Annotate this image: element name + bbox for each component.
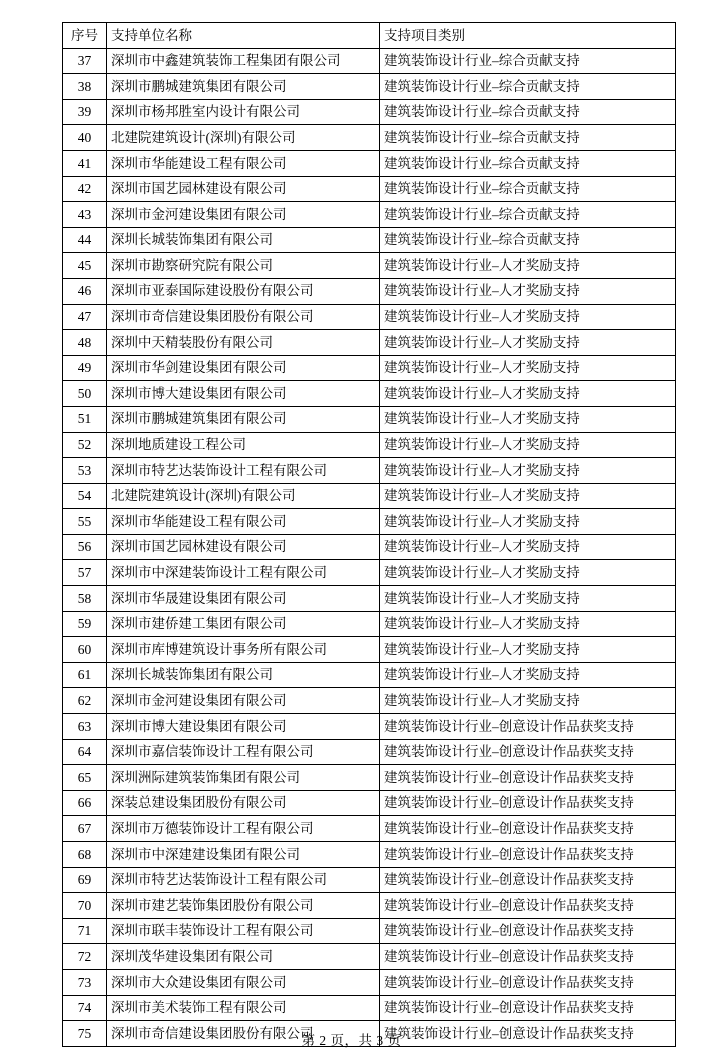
table-row [63, 995, 676, 1021]
cell-no: 74 [63, 995, 107, 1021]
cell-unit-name: 深圳市万德装饰设计工程有限公司 [107, 816, 380, 842]
cell-project-category: 建筑装饰设计行业–创意设计作品获奖支持 [380, 1021, 676, 1047]
cell-project-category: 建筑装饰设计行业–人才奖励支持 [380, 253, 676, 279]
cell-unit-name: 深圳市中鑫建筑装饰工程集团有限公司 [107, 48, 380, 74]
cell-unit-name: 北建院建筑设计(深圳)有限公司 [107, 125, 380, 151]
cell-project-category: 建筑装饰设计行业–创意设计作品获奖支持 [380, 867, 676, 893]
cell-unit-name: 深装总建设集团股份有限公司 [107, 790, 380, 816]
cell-unit-name: 深圳市联丰装饰设计工程有限公司 [107, 918, 380, 944]
cell-no: 53 [63, 458, 107, 484]
cell-project-category: 建筑装饰设计行业–创意设计作品获奖支持 [380, 969, 676, 995]
cell-no: 38 [63, 74, 107, 100]
table-row [63, 48, 676, 74]
cell-unit-name: 深圳市嘉信装饰设计工程有限公司 [107, 739, 380, 765]
table-row [63, 893, 676, 919]
cell-project-category: 建筑装饰设计行业–创意设计作品获奖支持 [380, 944, 676, 970]
table-row [63, 304, 676, 330]
cell-no: 63 [63, 714, 107, 740]
cell-project-category: 建筑装饰设计行业–人才奖励支持 [380, 381, 676, 407]
cell-unit-name: 深圳市博大建设集团有限公司 [107, 714, 380, 740]
support-units-table [62, 22, 676, 1047]
cell-unit-name: 深圳市特艺达装饰设计工程有限公司 [107, 458, 380, 484]
cell-unit-name: 深圳地质建设工程公司 [107, 432, 380, 458]
cell-no: 60 [63, 637, 107, 663]
cell-no: 59 [63, 611, 107, 637]
column-header-unit-name: 支持单位名称 [107, 23, 380, 49]
cell-unit-name: 深圳市美术装饰工程有限公司 [107, 995, 380, 1021]
cell-project-category: 建筑装饰设计行业–人才奖励支持 [380, 458, 676, 484]
table-row [63, 406, 676, 432]
cell-project-category: 建筑装饰设计行业–人才奖励支持 [380, 586, 676, 612]
cell-unit-name: 深圳市勘察研究院有限公司 [107, 253, 380, 279]
cell-no: 69 [63, 867, 107, 893]
cell-project-category: 建筑装饰设计行业–创意设计作品获奖支持 [380, 714, 676, 740]
cell-project-category: 建筑装饰设计行业–综合贡献支持 [380, 74, 676, 100]
cell-unit-name: 深圳市奇信建设集团股份有限公司 [107, 1021, 380, 1047]
cell-no: 48 [63, 330, 107, 356]
cell-project-category: 建筑装饰设计行业–创意设计作品获奖支持 [380, 739, 676, 765]
cell-unit-name: 深圳市大众建设集团有限公司 [107, 969, 380, 995]
table-row [63, 842, 676, 868]
cell-no: 73 [63, 969, 107, 995]
cell-project-category: 建筑装饰设计行业–创意设计作品获奖支持 [380, 893, 676, 919]
cell-no: 56 [63, 534, 107, 560]
cell-unit-name: 深圳洲际建筑装饰集团有限公司 [107, 765, 380, 791]
column-header-project-category: 支持项目类别 [380, 23, 676, 49]
cell-unit-name: 深圳市金河建设集团有限公司 [107, 688, 380, 714]
cell-no: 54 [63, 483, 107, 509]
cell-project-category: 建筑装饰设计行业–人才奖励支持 [380, 330, 676, 356]
cell-unit-name: 深圳市华晟建设集团有限公司 [107, 586, 380, 612]
cell-project-category: 建筑装饰设计行业–综合贡献支持 [380, 48, 676, 74]
cell-project-category: 建筑装饰设计行业–人才奖励支持 [380, 637, 676, 663]
cell-unit-name: 深圳长城装饰集团有限公司 [107, 662, 380, 688]
page-footer: 第 2 页，共 3 页 [301, 1033, 402, 1048]
cell-unit-name: 深圳市博大建设集团有限公司 [107, 381, 380, 407]
cell-project-category: 建筑装饰设计行业–创意设计作品获奖支持 [380, 790, 676, 816]
column-header-no: 序号 [63, 23, 107, 49]
cell-project-category: 建筑装饰设计行业–人才奖励支持 [380, 406, 676, 432]
cell-project-category: 建筑装饰设计行业–人才奖励支持 [380, 278, 676, 304]
table-row [63, 483, 676, 509]
cell-unit-name: 深圳市鹏城建筑集团有限公司 [107, 74, 380, 100]
cell-project-category: 建筑装饰设计行业–创意设计作品获奖支持 [380, 918, 676, 944]
cell-no: 37 [63, 48, 107, 74]
cell-no: 68 [63, 842, 107, 868]
cell-project-category: 建筑装饰设计行业–人才奖励支持 [380, 534, 676, 560]
cell-no: 49 [63, 355, 107, 381]
cell-unit-name: 北建院建筑设计(深圳)有限公司 [107, 483, 380, 509]
table-row [63, 714, 676, 740]
table-body [63, 48, 676, 1046]
table-row [63, 867, 676, 893]
cell-unit-name: 深圳市杨邦胜室内设计有限公司 [107, 99, 380, 125]
cell-no: 42 [63, 176, 107, 202]
table-row [63, 662, 676, 688]
cell-unit-name: 深圳市国艺园林建设有限公司 [107, 176, 380, 202]
cell-project-category: 建筑装饰设计行业–综合贡献支持 [380, 99, 676, 125]
cell-no: 41 [63, 150, 107, 176]
cell-unit-name: 深圳市特艺达装饰设计工程有限公司 [107, 867, 380, 893]
cell-no: 55 [63, 509, 107, 535]
table-row [63, 253, 676, 279]
cell-unit-name: 深圳市国艺园林建设有限公司 [107, 534, 380, 560]
cell-no: 44 [63, 227, 107, 253]
cell-no: 72 [63, 944, 107, 970]
table-row [63, 509, 676, 535]
table-row [63, 99, 676, 125]
table-row [63, 458, 676, 484]
cell-project-category: 建筑装饰设计行业–创意设计作品获奖支持 [380, 765, 676, 791]
cell-no: 75 [63, 1021, 107, 1047]
table-header [63, 23, 676, 49]
cell-no: 46 [63, 278, 107, 304]
table-row [63, 944, 676, 970]
cell-project-category: 建筑装饰设计行业–综合贡献支持 [380, 150, 676, 176]
cell-no: 64 [63, 739, 107, 765]
cell-no: 71 [63, 918, 107, 944]
cell-unit-name: 深圳市中深建建设集团有限公司 [107, 842, 380, 868]
table-row [63, 432, 676, 458]
table-row [63, 816, 676, 842]
cell-no: 47 [63, 304, 107, 330]
cell-unit-name: 深圳市华能建设工程有限公司 [107, 150, 380, 176]
cell-project-category: 建筑装饰设计行业–人才奖励支持 [380, 688, 676, 714]
cell-no: 67 [63, 816, 107, 842]
cell-unit-name: 深圳中天精装股份有限公司 [107, 330, 380, 356]
cell-unit-name: 深圳市亚泰国际建设股份有限公司 [107, 278, 380, 304]
cell-no: 40 [63, 125, 107, 151]
cell-unit-name: 深圳市华剑建设集团有限公司 [107, 355, 380, 381]
cell-no: 39 [63, 99, 107, 125]
cell-no: 66 [63, 790, 107, 816]
cell-project-category: 建筑装饰设计行业–人才奖励支持 [380, 483, 676, 509]
table-row [63, 969, 676, 995]
cell-project-category: 建筑装饰设计行业–综合贡献支持 [380, 202, 676, 228]
table-row [63, 790, 676, 816]
cell-no: 65 [63, 765, 107, 791]
cell-no: 57 [63, 560, 107, 586]
cell-no: 61 [63, 662, 107, 688]
cell-project-category: 建筑装饰设计行业–人才奖励支持 [380, 432, 676, 458]
cell-no: 43 [63, 202, 107, 228]
table-row [63, 560, 676, 586]
table-row [63, 381, 676, 407]
cell-no: 62 [63, 688, 107, 714]
cell-project-category: 建筑装饰设计行业–人才奖励支持 [380, 355, 676, 381]
table-row [63, 688, 676, 714]
cell-project-category: 建筑装饰设计行业–综合贡献支持 [380, 176, 676, 202]
cell-unit-name: 深圳市建侨建工集团有限公司 [107, 611, 380, 637]
table-row [63, 637, 676, 663]
cell-unit-name: 深圳茂华建设集团有限公司 [107, 944, 380, 970]
cell-project-category: 建筑装饰设计行业–人才奖励支持 [380, 611, 676, 637]
table-row [63, 586, 676, 612]
cell-unit-name: 深圳市金河建设集团有限公司 [107, 202, 380, 228]
cell-project-category: 建筑装饰设计行业–人才奖励支持 [380, 304, 676, 330]
cell-no: 45 [63, 253, 107, 279]
cell-project-category: 建筑装饰设计行业–综合贡献支持 [380, 125, 676, 151]
cell-project-category: 建筑装饰设计行业–创意设计作品获奖支持 [380, 816, 676, 842]
table-row [63, 611, 676, 637]
cell-unit-name: 深圳市库博建筑设计事务所有限公司 [107, 637, 380, 663]
cell-no: 70 [63, 893, 107, 919]
table-row [63, 355, 676, 381]
table-row [63, 330, 676, 356]
table-header-row [63, 23, 676, 49]
cell-no: 58 [63, 586, 107, 612]
cell-project-category: 建筑装饰设计行业–人才奖励支持 [380, 662, 676, 688]
table-row [63, 125, 676, 151]
table-row [63, 202, 676, 228]
cell-project-category: 建筑装饰设计行业–人才奖励支持 [380, 509, 676, 535]
table-row [63, 176, 676, 202]
table-row [63, 227, 676, 253]
cell-unit-name: 深圳市建艺装饰集团股份有限公司 [107, 893, 380, 919]
cell-unit-name: 深圳长城装饰集团有限公司 [107, 227, 380, 253]
cell-project-category: 建筑装饰设计行业–创意设计作品获奖支持 [380, 995, 676, 1021]
cell-unit-name: 深圳市鹏城建筑集团有限公司 [107, 406, 380, 432]
cell-project-category: 建筑装饰设计行业–综合贡献支持 [380, 227, 676, 253]
table-row [63, 739, 676, 765]
cell-project-category: 建筑装饰设计行业–创意设计作品获奖支持 [380, 842, 676, 868]
cell-no: 52 [63, 432, 107, 458]
table-row [63, 534, 676, 560]
table-row [63, 278, 676, 304]
table-row [63, 765, 676, 791]
cell-unit-name: 深圳市奇信建设集团股份有限公司 [107, 304, 380, 330]
cell-unit-name: 深圳市中深建装饰设计工程有限公司 [107, 560, 380, 586]
table-row [63, 150, 676, 176]
table-row [63, 74, 676, 100]
cell-no: 51 [63, 406, 107, 432]
table-row [63, 918, 676, 944]
cell-no: 50 [63, 381, 107, 407]
cell-project-category: 建筑装饰设计行业–人才奖励支持 [380, 560, 676, 586]
cell-unit-name: 深圳市华能建设工程有限公司 [107, 509, 380, 535]
